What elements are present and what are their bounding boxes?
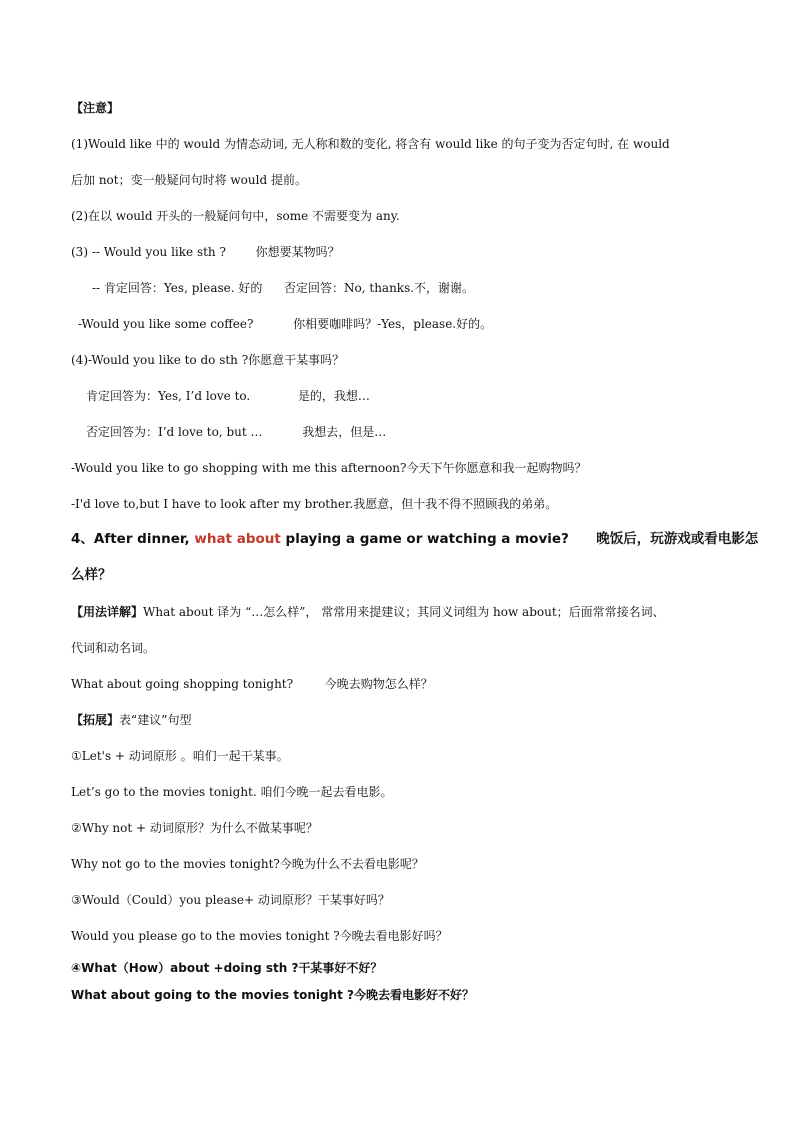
usage-explanation — [71, 604, 665, 620]
usage-example-cn: 今晚去购物怎么样？ — [324, 677, 433, 691]
title-part-b: playing a game or watching a movie? — [280, 531, 569, 547]
example-en: -Would you like some coffee? — [78, 317, 254, 331]
positive-en: 肯定回答为：Yes, I’d love to. — [86, 389, 251, 403]
question-cn: 你想要某物吗？ — [255, 245, 340, 259]
section-4-title — [71, 531, 758, 547]
notice-point-3-question — [71, 244, 340, 260]
usage-example — [71, 676, 433, 692]
extension-text: 表“建议”句型 — [119, 713, 192, 727]
suggestion-example-4: What about going to the movies tonight ?今晚去看电影好不好？ — [71, 988, 474, 1002]
question-en: (3) -- Would you like sth ? — [71, 245, 226, 259]
negative-en: 否定回答为：I’d love to, but … — [86, 425, 263, 439]
section-4-title-cn-b: 么样？ — [71, 567, 112, 583]
notice-point-4-question: (4)-Would you like to do sth ?你愿意干某事吗？ — [71, 353, 345, 367]
example-cn: 你相要咖啡吗？-Yes，please.好的。 — [293, 317, 493, 331]
positive-cn: 是的，我想… — [297, 389, 370, 403]
notice-point-3-example — [78, 316, 492, 332]
usage-example-en: What about going shopping tonight? — [71, 677, 294, 691]
suggestion-pattern-4: ④What（How）about +doing sth ?干某事好不好？ — [71, 961, 383, 975]
notice-point-1b: 后加 not；变一般疑问句时将 would 提前。 — [71, 173, 307, 187]
suggestion-example-3: Would you please go to the movies tonight ?今晚去看电影好吗？ — [71, 929, 448, 943]
usage-text-a: What about 译为 “…怎么样”， 常常用来提建议；其同义词组为 how about；后面常常接名词、 — [143, 605, 665, 619]
usage-text-b: 代词和动名词。 — [71, 641, 156, 655]
usage-label: 【用法详解】 — [71, 605, 144, 619]
extension-label: 【拓展】 — [71, 713, 120, 727]
notice-point-4-example-1: -Would you like to go shopping with me this afternoon?今天下午你愿意和我一起购物吗？ — [71, 461, 587, 475]
suggestion-pattern-1: ①Let's + 动词原形 。咱们一起干某事。 — [71, 749, 289, 763]
extension-heading — [71, 712, 191, 728]
suggestion-example-2: Why not go to the movies tonight?今晚为什么不去看电影呢？ — [71, 857, 424, 871]
suggestion-pattern-3: ③Would（Could）you please+ 动词原形？干某事好吗？ — [71, 893, 390, 907]
suggestion-example-1: Let’s go to the movies tonight. 咱们今晚一起去看电影。 — [71, 785, 393, 799]
title-highlight: what about — [194, 531, 281, 547]
notice-point-4-positive — [86, 388, 370, 404]
negative-cn: 我想去，但是… — [302, 425, 387, 439]
positive-answer: -- 肯定回答：Yes, please. 好的 — [92, 281, 263, 295]
notice-point-2: (2)在以 would 开头的一般疑问句中，some 不需要变为 any. — [71, 209, 400, 223]
title-part-a: 4、After dinner, — [71, 531, 195, 547]
suggestion-pattern-2: ②Why not + 动词原形？为什么不做某事呢？ — [71, 821, 318, 835]
title-cn-a: 晚饭后，玩游戏或看电影怎 — [596, 531, 759, 547]
negative-answer: 否定回答：No, thanks.不，谢谢。 — [284, 281, 475, 295]
notice-heading: 【注意】 — [71, 101, 120, 115]
notice-point-4-negative — [86, 424, 386, 440]
notice-point-1a: (1)Would like 中的 would 为情态动词, 无人称和数的变化, 将含有 would like 的句子变为否定句时, 在 would — [71, 137, 670, 151]
notice-point-4-example-2: -I'd love to,but I have to look after my brother.我愿意，但十我不得不照顾我的弟弟。 — [71, 497, 558, 511]
notice-point-3-answers — [92, 280, 474, 296]
